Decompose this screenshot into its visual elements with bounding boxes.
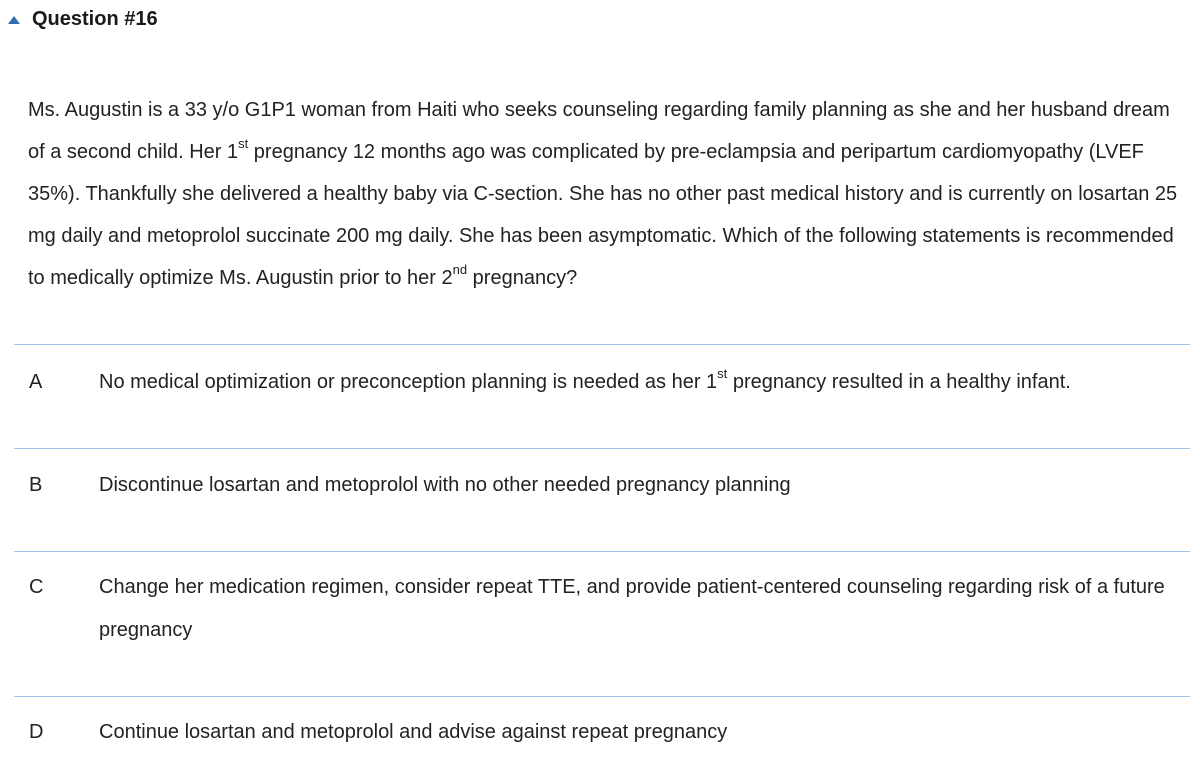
- question-header[interactable]: [8, 6, 158, 32]
- stem-text-part3: pregnancy?: [467, 267, 578, 289]
- option-text: [99, 361, 1179, 404]
- option-text-before: No medical optimization or preconception planning is needed as her 1: [99, 371, 718, 393]
- option-text: Continue losartan and metoprolol and advise against repeat pregnancy: [99, 721, 728, 743]
- question-stem: [28, 89, 1178, 299]
- divider: [14, 344, 1190, 345]
- divider: [14, 551, 1190, 552]
- option-letter: B: [29, 474, 43, 496]
- caret-up-icon[interactable]: [8, 16, 20, 24]
- stem-text-part2: pregnancy 12 months ago was complicated by pre-eclampsia and peripartum cardiomyopathy (LVEF 35%). Thankfully she delivered a healthy baby via C-section. She has no other past medical history and is currently on losartan 25 mg daily and metoprolol succinate 200 mg daily. She has been asymptomatic. Which of the following statements is recommended to medically optimize Ms. Augustin prior to her 2: [28, 141, 1178, 289]
- stem-superscript-1: st: [238, 136, 249, 152]
- option-letter: A: [29, 371, 43, 393]
- divider: [14, 696, 1190, 697]
- stem-text-part1: Ms. Augustin is a 33 y/o G1P1 woman from Haiti who seeks counseling regarding family planning as she and her husband dream of a second child. Her 1: [28, 99, 1170, 163]
- option-letter: D: [29, 721, 44, 743]
- stem-superscript-2: nd: [452, 262, 468, 278]
- divider: [14, 448, 1190, 449]
- option-text: Change her medication regimen, consider repeat TTE, and provide patient-centered counseling regarding risk of a future pregnancy: [99, 576, 1165, 641]
- question-title: Question #16: [32, 7, 158, 30]
- option-text-after: pregnancy resulted in a healthy infant.: [727, 371, 1071, 393]
- option-letter: C: [29, 576, 44, 598]
- option-text: Discontinue losartan and metoprolol with no other needed pregnancy planning: [99, 474, 791, 496]
- answer-option-c[interactable]: [14, 558, 1190, 690]
- answer-option-d[interactable]: [14, 703, 1190, 773]
- answer-option-b[interactable]: [14, 456, 1190, 544]
- answer-option-a[interactable]: [14, 352, 1190, 440]
- option-superscript: st: [717, 366, 728, 382]
